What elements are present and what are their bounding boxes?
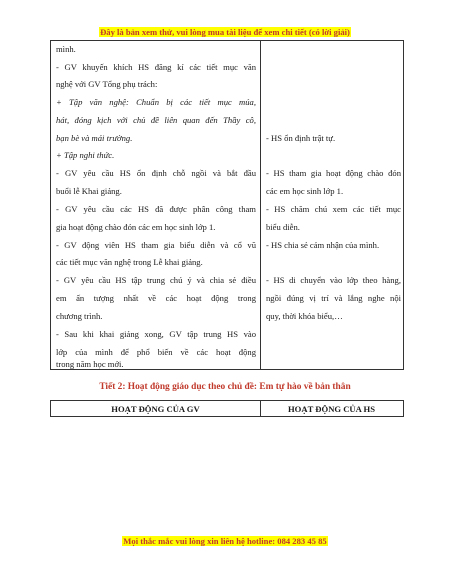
- left-line: - GV yêu cầu các HS đã được phân công tham: [56, 204, 256, 214]
- left-line: hát, đóng kịch với chủ đề liên quan đến Thầy cô,: [56, 115, 256, 125]
- right-line: các em học sinh lớp 1.: [266, 186, 344, 196]
- right-line: quy, thời khóa biểu,…: [266, 311, 343, 321]
- right-line: - HS tham gia hoạt động chào đón: [266, 168, 401, 178]
- left-line: chương trình.: [56, 311, 103, 321]
- left-line: + Tập văn nghệ: Chuẩn bị các tiết mục múa,: [56, 97, 256, 107]
- right-line: ngồi đúng vị trí và lắng nghe nội: [266, 293, 401, 303]
- activity-table-header: [50, 400, 404, 417]
- left-line: - GV yêu cầu HS ổn định chỗ ngồi và bắt đầu: [56, 168, 256, 178]
- left-line: - GV yêu cầu HS tập trung chú ý và chia sẻ điều: [56, 275, 256, 285]
- left-line: trong năm học mới.: [56, 359, 124, 369]
- left-line: em ấn tượng nhất về các hoạt động trong: [56, 293, 256, 303]
- right-line: biểu diễn.: [266, 222, 300, 232]
- left-line: buổi lễ Khai giảng.: [56, 186, 122, 196]
- left-line: - Sau khi khai giảng xong, GV tập trung HS vào: [56, 329, 256, 339]
- left-line: - GV khuyến khích HS đăng kí các tiết mục văn: [56, 62, 256, 72]
- left-line: bạn bè và mái trường.: [56, 133, 133, 143]
- preview-banner: Đây là bản xem thử, vui lòng mua tài liệu để xem chi tiết (có lời giải): [100, 27, 350, 37]
- right-line: - HS chia sẻ cảm nhận của mình.: [266, 240, 380, 250]
- header-teacher-activity: HOẠT ĐỘNG CỦA GV: [111, 404, 200, 414]
- right-line: - HS chăm chú xem các tiết mục: [266, 204, 401, 214]
- hotline-banner: Mọi thắc mắc vui lòng xin liên hệ hotline: 084 283 45 85: [123, 536, 327, 546]
- left-line: các tiết mục văn nghệ trong Lễ khai giảng.: [56, 257, 203, 267]
- header-student-activity: HOẠT ĐỘNG CỦA HS: [288, 404, 375, 414]
- activity-table: [50, 40, 404, 370]
- left-line: mình.: [56, 44, 76, 54]
- right-line: - HS di chuyển vào lớp theo hàng,: [266, 275, 401, 285]
- left-line: - GV động viên HS tham gia biểu diễn và cổ vũ: [56, 240, 256, 250]
- left-line: nghệ với GV Tổng phụ trách:: [56, 79, 158, 89]
- left-line: lớp của mình để phổ biến về các hoạt động: [56, 347, 256, 357]
- section-title: Tiết 2: Hoạt động giáo dục theo chủ đề: Em tự hào về bản thân: [99, 382, 351, 392]
- left-line: gia hoạt động chào đón các em học sinh lớp 1.: [56, 222, 216, 232]
- right-line: - HS ổn định trật tự.: [266, 133, 336, 143]
- left-line: + Tập nghi thức.: [56, 150, 115, 160]
- column-divider: [260, 41, 261, 369]
